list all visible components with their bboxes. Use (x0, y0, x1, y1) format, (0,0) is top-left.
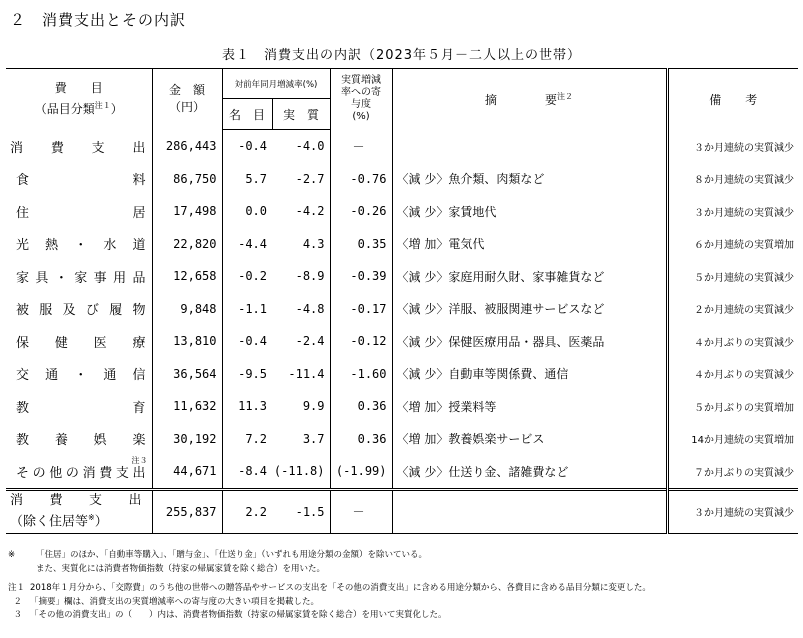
row-category (6, 163, 152, 196)
row-amount: 11,632 (152, 390, 222, 423)
row-amount: 17,498 (152, 195, 222, 228)
table-row (6, 358, 798, 391)
row-total-amount: 255,837 (152, 489, 222, 533)
row-real: -11.4 (288, 366, 325, 381)
footnote (8, 549, 651, 563)
row-category-label: 保健医療 (16, 335, 146, 351)
row-total-nominal: 2.2 (222, 489, 272, 533)
row-summary: 〈減 少〉保健医療用品・器具、医薬品 (392, 325, 667, 358)
row-total-summary (392, 489, 667, 533)
table-row (6, 423, 798, 456)
header-item-label: 費 目 (54, 81, 103, 96)
header-summary-note: 注２ (557, 91, 573, 101)
header-nominal: 名 目 (222, 99, 272, 130)
footnote-text: 「住居」のほか、「自動車等購入」、「贈与金」、「仕送り金」（いずれも用途分類の金額）を除いている。 (36, 550, 428, 560)
footnote (8, 563, 651, 577)
footnote-text: また、実質化には消費者物価指数（持家の帰属家賃を除く総合）を用いた。 (36, 563, 326, 574)
row-contrib: 0.36 (330, 390, 392, 423)
footnote-text: 「その他の消費支出」の（ ）内は、消費者物価指数（持家の帰属家賃を除く総合）を用いて実質化した。 (30, 610, 447, 621)
row-category (6, 130, 152, 163)
row-remark: ５か月連続の実質減少 (667, 260, 798, 293)
row-remark: ３か月連続の実質減少 (667, 130, 798, 163)
row-summary: 〈減 少〉洋服、被服関連サービスなど (392, 293, 667, 326)
row-total-category (6, 489, 152, 533)
row-contrib: -0.12 (330, 325, 392, 358)
row-total-contrib: － (330, 489, 392, 533)
header-item-sub (6, 97, 152, 118)
row-remark: ４か月ぶりの実質減少 (667, 325, 798, 358)
row-summary: 〈増 加〉教養娯楽サービス (392, 423, 667, 456)
table-row (6, 293, 798, 326)
row-total-note: ※ (88, 513, 95, 523)
row-total-remark: ３か月連続の実質減少 (667, 489, 798, 533)
row-category-label: 交通・通信 (16, 368, 146, 384)
row-contrib: 0.36 (330, 423, 392, 456)
row-contrib: -0.26 (330, 195, 392, 228)
row-category-label: 教養娯楽 (16, 433, 146, 449)
row-nominal: -0.4 (222, 130, 272, 163)
header-amount-label: 金 額 (168, 83, 205, 98)
row-contrib: － (330, 130, 392, 163)
row-contrib: -0.76 (330, 163, 392, 196)
row-contrib: -0.17 (330, 293, 392, 326)
expenditure-table (6, 68, 798, 534)
row-total-line2 (10, 509, 152, 530)
row-category (6, 423, 152, 456)
row-category-label: その他の消費支出 (16, 465, 146, 481)
header-item (6, 69, 152, 130)
row-amount: 86,750 (152, 163, 222, 196)
table-row (6, 228, 798, 261)
row-real: -4.8 (295, 301, 325, 316)
row-category (6, 358, 152, 391)
header-contrib-label: 実質増減率への寄与度 (341, 75, 381, 111)
footnote-mark: ２ (13, 596, 22, 607)
header-real: 実 質 (272, 99, 330, 130)
row-category (6, 390, 152, 423)
row-total-line2-close: ） (94, 514, 108, 530)
table-row (6, 390, 798, 423)
row-category (6, 293, 152, 326)
row-summary: 〈増 加〉電気代 (392, 228, 667, 261)
row-category (6, 455, 152, 489)
row-nominal: -4.4 (222, 228, 272, 261)
row-real: 9.9 (302, 399, 325, 414)
row-real: -2.7 (295, 171, 325, 186)
row-real: -4.0 (295, 139, 325, 154)
row-amount: 12,658 (152, 260, 222, 293)
header-item-note: 注１ (94, 101, 111, 111)
row-category (6, 195, 152, 228)
header-item-sub-close: ） (110, 102, 123, 117)
row-contrib: (-1.99) (330, 455, 392, 489)
row-summary: 〈減 少〉魚介類、肉類など (392, 163, 667, 196)
footnote (8, 596, 651, 610)
row-category (6, 260, 152, 293)
row-total-real: -1.5 (272, 489, 330, 533)
footnote-mark: ３ (13, 610, 22, 621)
row-remark: ６か月連続の実質増加 (667, 228, 798, 261)
row-nominal: -0.2 (222, 260, 272, 293)
row-amount: 286,443 (152, 130, 222, 163)
row-nominal: 7.2 (222, 423, 272, 456)
row-real: 3.7 (302, 431, 325, 446)
row-contrib: 0.35 (330, 228, 392, 261)
table-row-total (6, 489, 798, 533)
row-remark: ５か月ぶりの実質増加 (667, 390, 798, 423)
row-category (6, 325, 152, 358)
header-item-sub-label: （品目分類 (34, 102, 95, 117)
row-contrib: -1.60 (330, 358, 392, 391)
footnote-text: 「摘要」欄は、消費支出の実質増減率への寄与度の大きい項目を掲載した。 (30, 596, 320, 607)
row-remark: ３か月連続の実質減少 (667, 195, 798, 228)
footnote-mark: 注１ (8, 583, 26, 594)
row-category-label: 食料 (16, 173, 146, 189)
row-real: -4.2 (295, 204, 325, 219)
row-remark: 14か月連続の実質増加 (667, 423, 798, 456)
header-yoy: 対前年同月増減率(%) (222, 69, 330, 99)
row-remark: ４か月ぶりの実質減少 (667, 358, 798, 391)
row-nominal: 5.7 (222, 163, 272, 196)
row-summary (392, 130, 667, 163)
row-nominal: 11.3 (222, 390, 272, 423)
row-nominal: -1.1 (222, 293, 272, 326)
row-total-line2-label: （除く住居等 (10, 514, 89, 530)
row-nominal: 0.0 (222, 195, 272, 228)
row-amount: 44,671 (152, 455, 222, 489)
row-category (6, 228, 152, 261)
row-amount: 36,564 (152, 358, 222, 391)
footnote (8, 582, 651, 596)
table-caption: 表１ 消費支出の内訳（2023年５月－二人以上の世帯） (221, 48, 582, 63)
header-contrib-unit: (%) (352, 111, 370, 123)
row-category-label: 住居 (16, 205, 146, 221)
row-summary: 〈減 少〉自動車等関係費、通信 (392, 358, 667, 391)
header-contrib (330, 69, 392, 130)
table-row (6, 130, 798, 163)
row-category-label: 家具・家事用品 (16, 270, 146, 286)
section-title: ２ 消費支出とその内訳 (10, 11, 187, 29)
row-contrib: -0.39 (330, 260, 392, 293)
row-real: (-11.8) (273, 464, 325, 479)
table-row (6, 455, 798, 489)
row-remark: ７か月ぶりの実質減少 (667, 455, 798, 489)
header-summary-label: 摘 要 (484, 92, 557, 107)
row-real: -2.4 (295, 334, 325, 349)
table-row (6, 325, 798, 358)
header-amount (152, 69, 222, 130)
row-nominal: -0.4 (222, 325, 272, 358)
table-body (6, 130, 798, 534)
row-amount: 22,820 (152, 228, 222, 261)
footnote-mark: ※ (8, 550, 16, 560)
row-amount: 13,810 (152, 325, 222, 358)
row-amount: 30,192 (152, 423, 222, 456)
table-row (6, 195, 798, 228)
row-summary: 〈減 少〉家賃地代 (392, 195, 667, 228)
footnote-text: 2018年１月分から、「交際費」のうち他の世帯への贈答品やサービスの支出を「その他の消費支出」に含める用途分類から、各費目に含める品目分類に変更した。 (30, 583, 651, 594)
row-total-line1: 消費支出 (10, 493, 142, 509)
row-amount: 9,848 (152, 293, 222, 326)
table-row (6, 163, 798, 196)
row-summary: 〈増 加〉授業料等 (392, 390, 667, 423)
row-real: -8.9 (295, 269, 325, 284)
row-category-label: 被服及び履物 (16, 303, 146, 319)
row-category-note: 注３ (131, 456, 148, 465)
row-summary: 〈減 少〉家庭用耐久財、家事雑貨など (392, 260, 667, 293)
row-nominal: -8.4 (222, 455, 272, 489)
footnote-mark (8, 563, 30, 577)
row-remark: ２か月連続の実質減少 (667, 293, 798, 326)
row-category-label: 光熱・水道 (16, 238, 146, 254)
header-remarks: 備 考 (667, 69, 798, 130)
row-real: 4.3 (302, 236, 325, 251)
row-summary: 〈減 少〉仕送り金、諸雑費など (392, 455, 667, 489)
row-category-label: 教育 (16, 400, 146, 416)
footnotes (8, 549, 651, 623)
table-row (6, 260, 798, 293)
row-remark: ８か月連続の実質減少 (667, 163, 798, 196)
row-category-label: 消費支出 (10, 140, 146, 156)
header-amount-unit: （円） (168, 100, 205, 115)
footnote (8, 609, 651, 623)
header-summary (392, 69, 667, 130)
row-nominal: -9.5 (222, 358, 272, 391)
